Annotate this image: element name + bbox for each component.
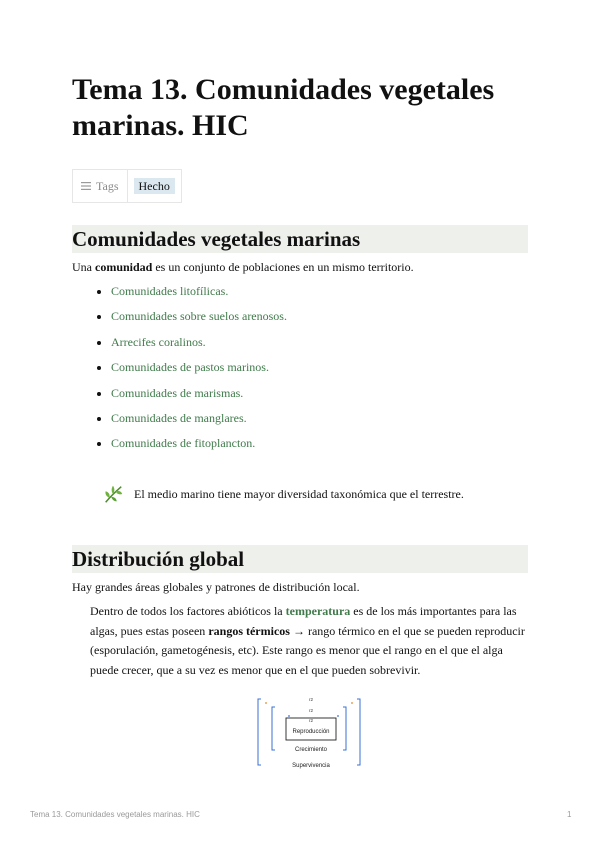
temperature-paragraph [90, 602, 530, 680]
list-item[interactable]: • Comunidades de pastos marinos. [111, 359, 287, 384]
definition-term: comunidad [95, 260, 153, 274]
marker-dot [351, 702, 353, 704]
tags-property-value [128, 179, 181, 194]
thermal-range-diagram [255, 695, 363, 769]
community-list [86, 283, 287, 461]
section-heading-comunidades: Comunidades vegetales marinas [72, 225, 528, 253]
reproduction-label: Reproducción [292, 729, 330, 735]
community-definition [72, 260, 414, 275]
leaf-icon [102, 483, 124, 505]
properties-table [72, 169, 182, 203]
footer-page-number: 1 [567, 810, 572, 819]
tags-property-name [73, 170, 128, 202]
paragraph-text-1: Dentro de todos los factores abióticos la [90, 604, 286, 618]
section-heading-distribucion: Distribución global [72, 545, 528, 573]
marker-dot [337, 715, 339, 717]
thermal-range-term: rangos térmicos [208, 623, 290, 638]
diagram-label-r2: r2 [308, 697, 314, 702]
marker-dot [265, 702, 267, 704]
list-item[interactable]: • Arrecifes coralinos. [111, 334, 287, 359]
growth-label: Crecimiento [294, 747, 328, 753]
list-item[interactable]: • Comunidades de manglares. [111, 410, 287, 435]
list-item[interactable]: • Comunidades litofílicas. [111, 283, 287, 308]
tag-badge: Hecho [134, 178, 175, 194]
distribution-intro: Hay grandes áreas globales y patrones de distribución local. [72, 580, 360, 594]
footer-title: Tema 13. Comunidades vegetales marinas. HIC [30, 810, 200, 819]
callout [102, 483, 464, 505]
paragraph-text-3: → rango térmico en el que se pueden reproducir (esporulación, gametogénesis, etc). Este rango es menor que el rango en el que el alga puede crecer, que a su vez es menor que en el que pueden sobrevivir. [90, 623, 525, 677]
list-item[interactable]: • Comunidades de fitoplancton. [111, 435, 287, 460]
diagram-label-r2: r2 [308, 708, 314, 713]
diagram-label-r2: r2 [308, 718, 314, 723]
paragraph-text-2: es de los más importantes para las algas, pues estas poseen [90, 604, 517, 638]
page-title: Tema 13. Comunidades vegetales marinas. HIC [72, 73, 495, 142]
definition-prefix: Una [72, 260, 95, 274]
tags-label: Tags [96, 178, 119, 193]
definition-rest: es un conjunto de poblaciones en un mismo territorio. [152, 260, 414, 274]
callout-text: El medio marino tiene mayor diversidad taxonómica que el terrestre. [134, 486, 464, 501]
marker-dot [288, 715, 290, 717]
survival-label: Supervivencia [292, 763, 330, 769]
list-icon [81, 182, 91, 190]
list-item[interactable]: • Comunidades sobre suelos arenosos. [111, 308, 287, 333]
temperature-term: temperatura [285, 604, 351, 618]
list-item[interactable]: • Comunidades de marismas. [111, 385, 287, 410]
